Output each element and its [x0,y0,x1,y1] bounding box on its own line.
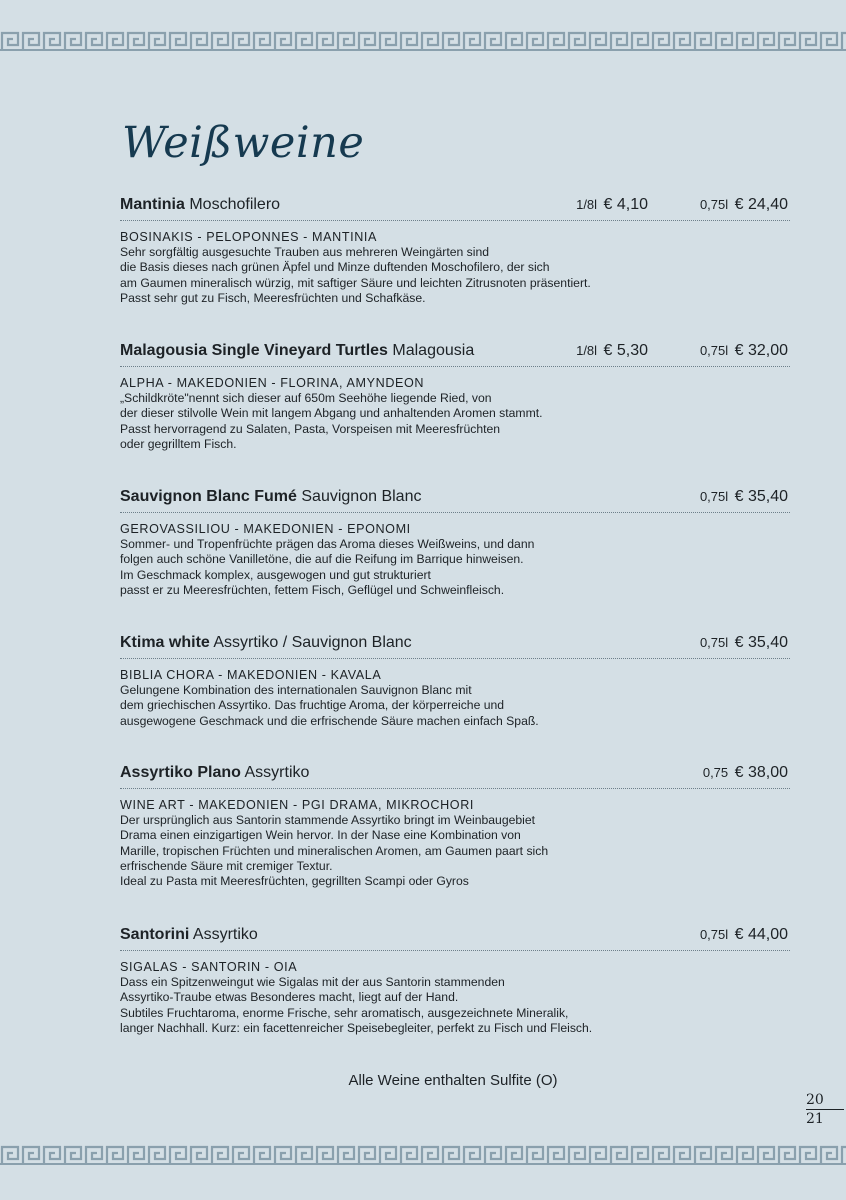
greek-key-unit [2,1147,18,1163]
greek-key-unit [422,33,438,49]
greek-key-unit [275,33,291,49]
description-line: dem griechischen Assyrtiko. Das fruchtige Aroma, der körperreiche und [120,698,505,713]
greek-key-unit [737,1147,753,1163]
greek-key-unit [149,33,165,49]
glass-volume: 1/8l [576,343,598,358]
greek-key-unit [506,33,522,49]
description-line: erfrischende Säure mit cremiger Textur. [120,858,333,873]
greek-key-unit [758,33,774,49]
wine-title [120,196,280,214]
greek-key-unit [254,1147,270,1163]
greek-key-unit [128,33,144,49]
description-line: Dass ein Spitzenweingut wie Sigalas mit der aus Santorin stammenden [120,975,505,990]
greek-key-unit [611,33,627,49]
description-line: „Schildkröte"nennt sich dieser auf 650m Seehöhe liegende Ried, von [120,391,492,406]
greek-key-unit [569,33,585,49]
wine-producer: ALPHA - MAKEDONIEN - FLORINA, AMYNDEON [120,376,425,390]
greek-key-unit [212,33,228,49]
greek-key-unit [695,1147,711,1163]
greek-key-border-bottom [0,1144,846,1166]
greek-key-unit [611,1147,627,1163]
greek-key-unit [464,33,480,49]
wine-title [120,926,258,944]
wine-grape: Moschofilero [189,196,281,213]
greek-key-unit [800,33,816,49]
wine-producer: WINE ART - MAKEDONIEN - PGI DRAMA, MIKROCHORI [120,798,474,812]
bottle-price [703,764,788,782]
greek-key-unit [23,1147,39,1163]
greek-key-unit [380,1147,396,1163]
greek-key-unit [44,33,60,49]
wine-header [120,634,790,659]
greek-key-unit [821,33,837,49]
wine-grape: Malagousia [392,342,475,359]
wine-description [120,376,790,452]
page-title: Weißweine [122,118,365,168]
glass-volume: 1/8l [576,197,598,212]
description-line: die Basis dieses nach grünen Äpfel und Minze duftenden Moschofilero, der sich [120,260,550,275]
description-line: am Gaumen mineralisch würzig, mit saftiger Säure und leichten Zitrusnoten präsentiert. [120,275,591,290]
greek-key-unit [821,1147,837,1163]
greek-key-unit [590,33,606,49]
greek-key-unit [653,1147,669,1163]
bottle-volume: 0,75l [699,927,729,942]
wine-title [120,764,309,782]
greek-key-unit [380,33,396,49]
greek-key-unit [632,1147,648,1163]
wine-entry-assyrtiko-plano [120,764,790,889]
description-line: Passt hervorragend zu Salaten, Pasta, Vorspeisen mit Meeresfrüchten [120,421,501,436]
greek-key-unit [275,1147,291,1163]
greek-key-unit [191,1147,207,1163]
wine-name: Ktima white [120,634,210,651]
greek-key-unit [359,33,375,49]
greek-key-unit [107,1147,123,1163]
bottle-price-value: € 24,40 [734,196,788,213]
bottle-volume: 0,75l [699,197,729,212]
greek-key-unit [338,33,354,49]
bottle-price-value: € 44,00 [734,926,788,943]
wine-entry-sauvignon-blanc-fume [120,488,790,598]
bottle-volume: 0,75 [702,765,729,780]
description-line: Im Geschmack komplex, ausgewogen und gut strukturiert [120,567,431,582]
greek-key-unit [464,1147,480,1163]
wine-entry-ktima-white [120,634,790,729]
greek-key-unit [65,33,81,49]
wine-title [120,342,474,360]
greek-key-unit [296,1147,312,1163]
greek-key-unit [842,1147,846,1163]
description-line: ausgewogene Geschmack und die erfrischende Säure machen einfach Spaß. [120,713,539,728]
greek-key-unit [695,33,711,49]
bottle-volume: 0,75l [699,489,729,504]
description-line: Marille, tropischen Früchten und mineralischen Aromen, am Gaumen paart sich [120,843,549,858]
bottle-volume: 0,75l [699,343,729,358]
wine-entry-mantinia [120,196,790,306]
greek-key-unit [401,1147,417,1163]
greek-key-unit [527,1147,543,1163]
greek-key-unit [443,33,459,49]
greek-key-unit [128,1147,144,1163]
wine-name: Santorini [120,926,190,943]
greek-key-unit [548,33,564,49]
description-line: folgen auch schöne Vanilletöne, die auf die Reifung im Barrique hinweisen. [120,552,524,567]
wine-grape: Assyrtiko / Sauvignon Blanc [213,634,412,651]
greek-key-unit [800,1147,816,1163]
greek-key-unit [65,1147,81,1163]
greek-key-unit [590,1147,606,1163]
description-line: passt er zu Meeresfrüchten, fettem Fisch, Geflügel und Schweinfleisch. [120,582,505,597]
wine-header [120,196,790,221]
greek-key-pattern-top [0,30,846,52]
wine-header [120,488,790,513]
bottle-price-value: € 35,40 [734,488,788,505]
page-numbers [806,1092,842,1127]
wine-grape: Assyrtiko [192,926,258,943]
bottle-price [700,488,788,506]
greek-key-border-top [0,30,846,52]
description-line: Gelungene Kombination des internationalen Sauvignon Blanc mit [120,683,472,698]
wine-producer: BOSINAKIS - PELOPONNES - MANTINIA [120,230,378,244]
greek-key-unit [23,33,39,49]
greek-key-unit [842,33,846,49]
greek-key-unit [674,33,690,49]
description-line: Ideal zu Pasta mit Meeresfrüchten, gegrillten Scampi oder Gyros [120,874,469,889]
description-line: Drama einen einzigartigen Wein hervor. In der Nase eine Kombination von [120,828,521,843]
greek-key-unit [107,33,123,49]
wine-grape: Sauvignon Blanc [301,488,422,505]
greek-key-unit [632,33,648,49]
greek-key-unit [44,1147,60,1163]
glass-price [576,196,648,214]
greek-key-unit [254,33,270,49]
bottle-price-value: € 35,40 [734,634,788,651]
wine-grape: Assyrtiko [244,764,310,781]
wine-entry-malagousia [120,342,790,452]
greek-key-unit [170,1147,186,1163]
wine-header [120,342,790,367]
bottle-price-value: € 38,00 [734,764,788,781]
description-line: Der ursprünglich aus Santorin stammende Assyrtiko bringt im Weinbaugebiet [120,813,536,828]
greek-key-unit [758,1147,774,1163]
greek-key-unit [779,1147,795,1163]
bottle-price [700,196,788,214]
greek-key-unit [506,1147,522,1163]
wine-entry-santorini [120,926,790,1036]
description-line: Passt sehr gut zu Fisch, Meeresfrüchten und Schafkäse. [120,290,426,305]
bottle-volume: 0,75l [699,635,729,650]
wine-name: Sauvignon Blanc Fumé [120,488,297,505]
sulfite-note: Alle Weine enthalten Sulfite (O) [348,1072,558,1089]
greek-key-unit [149,1147,165,1163]
description-line: der dieser stilvolle Wein mit langem Abgang und anhaltenden Aromen stammt. [120,406,543,421]
wine-producer: GEROVASSILIOU - MAKEDONIEN - EPONOMI [120,522,411,536]
wine-title [120,488,421,506]
wine-producer: BIBLIA CHORA - MAKEDONIEN - KAVALA [120,668,382,682]
greek-key-unit [422,1147,438,1163]
wine-name: Mantinia [120,196,185,213]
greek-key-unit [779,33,795,49]
wine-description [120,960,790,1036]
glass-price-value: € 5,30 [603,342,648,359]
greek-key-unit [548,1147,564,1163]
wine-title [120,634,412,652]
greek-key-unit [338,1147,354,1163]
wine-header [120,764,790,789]
greek-key-unit [233,33,249,49]
greek-key-unit [170,33,186,49]
page-number-left: 20 [806,1092,824,1108]
greek-key-unit [527,33,543,49]
wine-description [120,798,790,889]
wine-description [120,230,790,306]
wine-name: Assyrtiko Plano [120,764,241,781]
greek-key-unit [191,33,207,49]
greek-key-unit [716,1147,732,1163]
greek-key-unit [443,1147,459,1163]
description-line: Assyrtiko-Traube etwas Besonderes macht, liegt auf der Hand. [120,990,459,1005]
page-number-right: 21 [806,1111,824,1127]
greek-key-unit [212,1147,228,1163]
bottle-price [700,634,788,652]
description-line: langer Nachhall. Kurz: ein facettenreicher Speisebegleiter, perfekt zu Fisch und Fleisch. [120,1020,593,1035]
greek-key-unit [485,1147,501,1163]
greek-key-unit [86,33,102,49]
greek-key-unit [485,33,501,49]
greek-key-unit [737,33,753,49]
greek-key-unit [317,33,333,49]
greek-key-unit [86,1147,102,1163]
glass-price-value: € 4,10 [603,196,648,213]
description-line: Subtiles Fruchtaroma, enorme Frische, sehr aromatisch, ausgezeichnete Mineralik, [120,1005,569,1020]
glass-price [576,342,648,360]
wine-description [120,522,790,598]
greek-key-pattern-bottom [0,1144,846,1166]
description-line: Sommer- und Tropenfrüchte prägen das Aroma dieses Weißweins, und dann [120,537,535,552]
bottle-price [700,342,788,360]
bottle-price [700,926,788,944]
wine-name: Malagousia Single Vineyard Turtles [120,342,388,359]
wine-description [120,668,790,729]
greek-key-unit [359,1147,375,1163]
greek-key-unit [569,1147,585,1163]
greek-key-unit [296,33,312,49]
greek-key-unit [317,1147,333,1163]
wine-producer: SIGALAS - SANTORIN - OIA [120,960,298,974]
greek-key-unit [674,1147,690,1163]
wine-header [120,926,790,951]
greek-key-unit [233,1147,249,1163]
description-line: oder gegrilltem Fisch. [120,436,237,451]
greek-key-unit [716,33,732,49]
description-line: Sehr sorgfältig ausgesuchte Trauben aus mehreren Weingärten sind [120,245,490,260]
greek-key-unit [401,33,417,49]
bottle-price-value: € 32,00 [734,342,788,359]
page-number-divider [806,1109,844,1110]
greek-key-unit [2,33,18,49]
greek-key-unit [653,33,669,49]
